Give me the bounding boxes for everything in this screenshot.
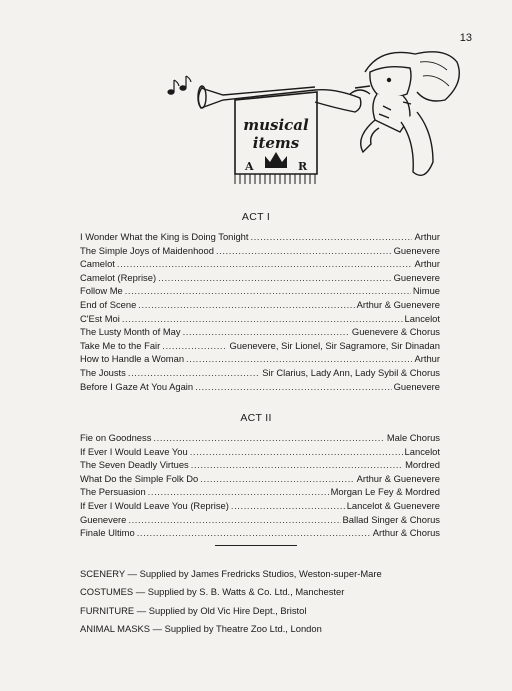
song-singer: Arthur & Guenevere [356, 472, 440, 484]
act-1-heading: ACT I [241, 211, 271, 223]
dot-leader [186, 352, 412, 366]
song-title: The Seven Deadly Virtues [80, 459, 189, 471]
song-singer: Guenevere [393, 271, 440, 283]
song-singer: Mordred [405, 459, 440, 471]
banner-initial-right: R [298, 160, 308, 173]
song-row [80, 445, 440, 459]
song-row [80, 257, 440, 271]
song-title: How to Handle a Woman [80, 353, 185, 365]
song-singer: Guenevere & Chorus [351, 326, 440, 338]
act-2-heading: ACT II [240, 412, 272, 424]
song-title: If Ever I Would Leave You [80, 445, 188, 457]
dot-leader [138, 298, 354, 312]
song-singer: Nimue [412, 285, 440, 297]
song-singer: Arthur & Guenevere [356, 298, 440, 310]
dot-leader [162, 339, 227, 353]
dot-leader [190, 445, 403, 459]
herald-figure [315, 52, 459, 176]
song-singer: Morgan Le Fey & Mordred [330, 486, 440, 498]
song-row [80, 271, 440, 285]
song-title: The Jousts [80, 366, 126, 378]
song-title: Finale Ultimo [80, 527, 135, 539]
song-row [80, 298, 440, 312]
song-title: What Do the Simple Folk Do [80, 472, 199, 484]
song-row [80, 431, 440, 445]
dot-leader [200, 472, 354, 486]
song-singer: Ballad Singer & Chorus [342, 513, 440, 525]
song-row [80, 513, 440, 527]
song-singer: Lancelot [404, 445, 440, 457]
song-singer: Arthur [414, 258, 440, 270]
dot-leader [195, 380, 392, 394]
song-title: End of Scene [80, 298, 137, 310]
song-row [80, 339, 440, 353]
song-row [80, 458, 440, 472]
song-row [80, 230, 440, 244]
dot-leader [148, 485, 329, 499]
dot-leader [125, 284, 411, 298]
song-singer: Lancelot & Guenevere [346, 499, 440, 511]
song-singer: Guenevere, Sir Lionel, Sir Sagramore, Sir Dinadan [229, 339, 440, 351]
song-title: The Persuasion [80, 486, 146, 498]
banner-title-line1: musical [243, 116, 309, 134]
act-2-song-list [80, 431, 440, 540]
song-title: If Ever I Would Leave You (Reprise) [80, 499, 229, 511]
dot-leader [117, 257, 413, 271]
credit-costumes: COSTUMES — Supplied by S. B. Watts & Co. Ltd., Manchester [80, 586, 345, 598]
song-row [80, 526, 440, 540]
dot-leader [183, 325, 350, 339]
dot-leader [158, 271, 392, 285]
credit-scenery: SCENERY — Supplied by James Fredricks Studios, Weston-super-Mare [80, 568, 382, 579]
song-title: Guenevere [80, 513, 127, 525]
song-singer: Guenevere [393, 380, 440, 392]
song-singer: Arthur & Chorus [372, 527, 440, 539]
song-singer: Guenevere [393, 244, 440, 256]
dot-leader [216, 244, 392, 258]
song-singer: Male Chorus [386, 432, 440, 443]
herald-trumpet-illustration [165, 42, 465, 202]
song-title: Take Me to the Fair [80, 339, 161, 351]
banner-title-line2: items [252, 134, 300, 152]
dot-leader [122, 312, 403, 326]
song-title: I Wonder What the King is Doing Tonight [80, 231, 249, 242]
dot-leader [137, 526, 371, 540]
banner-flag [235, 92, 317, 184]
song-row [80, 499, 440, 513]
banner-initial-left: A [245, 160, 254, 173]
page-number: 13 [459, 32, 472, 44]
song-title: Before I Gaze At You Again [80, 380, 194, 392]
credits-list [80, 567, 460, 641]
song-row [80, 284, 440, 298]
song-title: Follow Me [80, 285, 123, 297]
song-title: C'Est Moi [80, 312, 120, 324]
dot-leader [153, 431, 384, 445]
song-title: The Simple Joys of Maidenhood [80, 244, 214, 256]
act-1-song-list [80, 230, 440, 393]
dot-leader [128, 366, 260, 380]
song-row [80, 366, 440, 380]
song-title: Camelot [80, 258, 115, 270]
song-singer: Sir Clarius, Lady Ann, Lady Sybil & Chorus [262, 366, 440, 378]
song-row [80, 244, 440, 258]
song-title: Fie on Goodness [80, 432, 152, 443]
song-title: Camelot (Reprise) [80, 271, 157, 283]
song-row [80, 352, 440, 366]
credit-furniture: FURNITURE — Supplied by Old Vic Hire Dept., Bristol [80, 604, 307, 616]
song-title: The Lusty Month of May [80, 326, 181, 338]
song-singer: Arthur [414, 231, 440, 242]
song-row [80, 485, 440, 499]
music-notes-icon [168, 76, 191, 94]
dot-leader [191, 458, 403, 472]
credit-animal-masks: ANIMAL MASKS — Supplied by Theatre Zoo Ltd., London [80, 623, 322, 635]
song-row [80, 380, 440, 394]
dot-leader [231, 499, 345, 513]
song-row [80, 312, 440, 326]
section-divider [215, 545, 297, 546]
song-singer: Lancelot [404, 312, 440, 324]
song-row [80, 472, 440, 486]
dot-leader [251, 230, 413, 244]
dot-leader [128, 513, 340, 527]
song-row [80, 325, 440, 339]
song-singer: Arthur [414, 353, 440, 365]
